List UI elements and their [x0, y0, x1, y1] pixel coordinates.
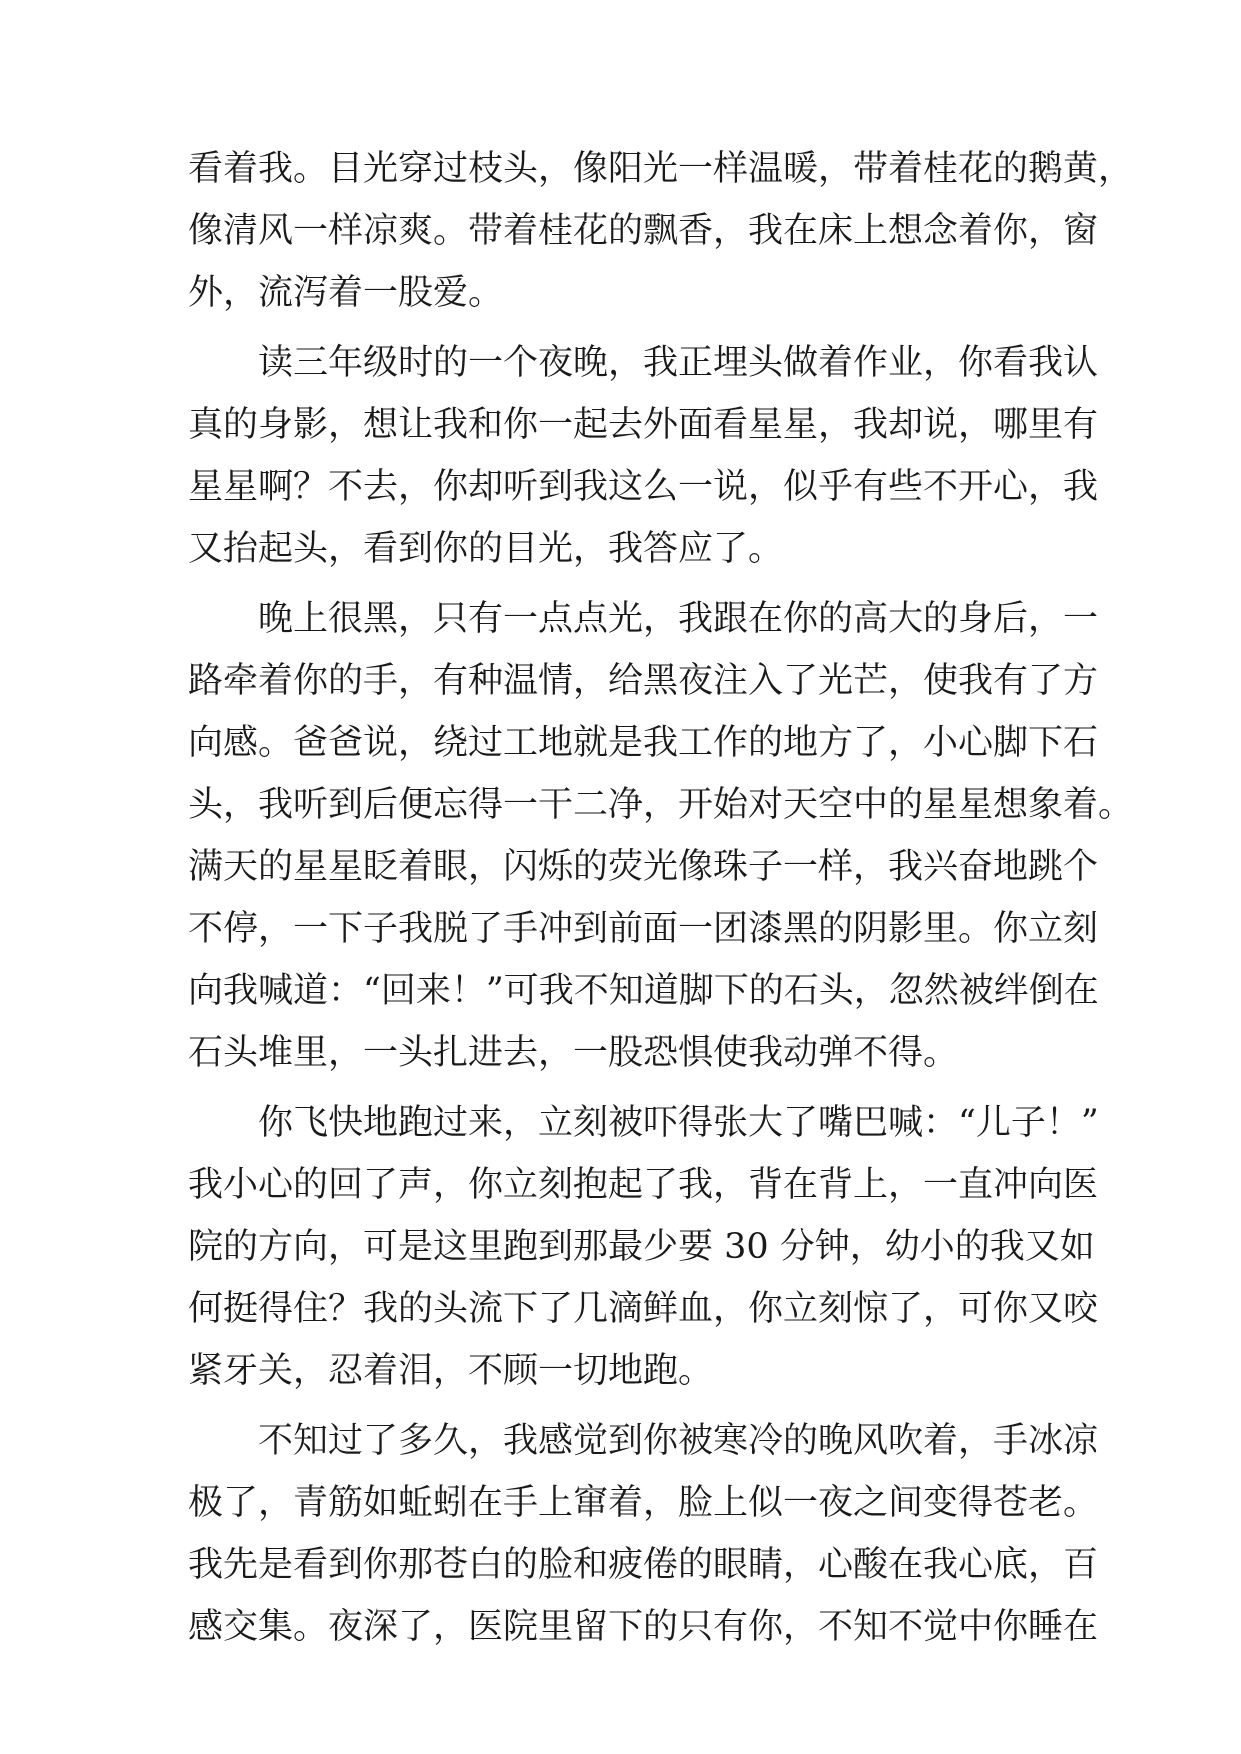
paragraph-first-line: 不知过了多久，我感觉到你被寒冷的晚风吹着，手冰凉 [258, 1421, 1099, 1461]
text-line: 向我喊道：“回来！”可我不知道脚下的石头，忽然被绊倒在 [188, 971, 1099, 1011]
text-line: 院的方向，可是这里跑到那最少要 30 分钟，幼小的我又如 [188, 1227, 1095, 1267]
text-line: 石头堆里，一头扎进去，一股恐惧使我动弹不得。 [188, 1033, 959, 1073]
text-line: 外，流泻着一股爱。 [188, 273, 504, 313]
text-line: 星星啊？不去，你却听到我这么一说，似乎有些不开心，我 [188, 467, 1099, 507]
text-line: 感交集。夜深了，医院里留下的只有你，不知不觉中你睡在 [188, 1607, 1099, 1647]
text-line: 紧牙关，忍着泪，不顾一切地跑。 [188, 1351, 714, 1391]
text-line: 又抬起头，看到你的目光，我答应了。 [188, 529, 784, 569]
text-line: 路牵着你的手，有种温情，给黑夜注入了光芒，使我有了方 [188, 661, 1099, 701]
paragraph-first-line: 晚上很黑，只有一点点光，我跟在你的高大的身后，一 [258, 599, 1099, 639]
paragraph-first-line: 你飞快地跑过来，立刻被吓得张大了嘴巴喊：“儿子！” [258, 1103, 1099, 1143]
text-line: 向感。爸爸说，绕过工地就是我工作的地方了，小心脚下石 [188, 723, 1099, 763]
text-line: 何挺得住？我的头流下了几滴鲜血，你立刻惊了，可你又咬 [188, 1289, 1099, 1329]
text-line: 像清风一样凉爽。带着桂花的飘香，我在床上想念着你，窗 [188, 211, 1099, 251]
text-line: 不停，一下子我脱了手冲到前面一团漆黑的阴影里。你立刻 [188, 909, 1099, 949]
text-line: 看着我。目光穿过枝头，像阳光一样温暖，带着桂花的鹅黄， [188, 149, 1134, 189]
text-line: 头，我听到后便忘得一干二净，开始对天空中的星星想象着。 [188, 785, 1134, 825]
text-line: 满天的星星眨着眼，闪烁的荧光像珠子一样，我兴奋地跳个 [188, 847, 1099, 887]
text-line: 我小心的回了声，你立刻抱起了我，背在背上，一直冲向医 [188, 1165, 1099, 1205]
text-line: 极了，青筋如蚯蚓在手上窜着，脸上似一夜之间变得苍老。 [188, 1483, 1099, 1523]
text-line: 真的身影，想让我和你一起去外面看星星，我却说，哪里有 [188, 405, 1099, 445]
text-line: 我先是看到你那苍白的脸和疲倦的眼睛，心酸在我心底，百 [188, 1545, 1099, 1585]
paragraph-first-line: 读三年级时的一个夜晚，我正埋头做着作业，你看我认 [258, 343, 1099, 383]
